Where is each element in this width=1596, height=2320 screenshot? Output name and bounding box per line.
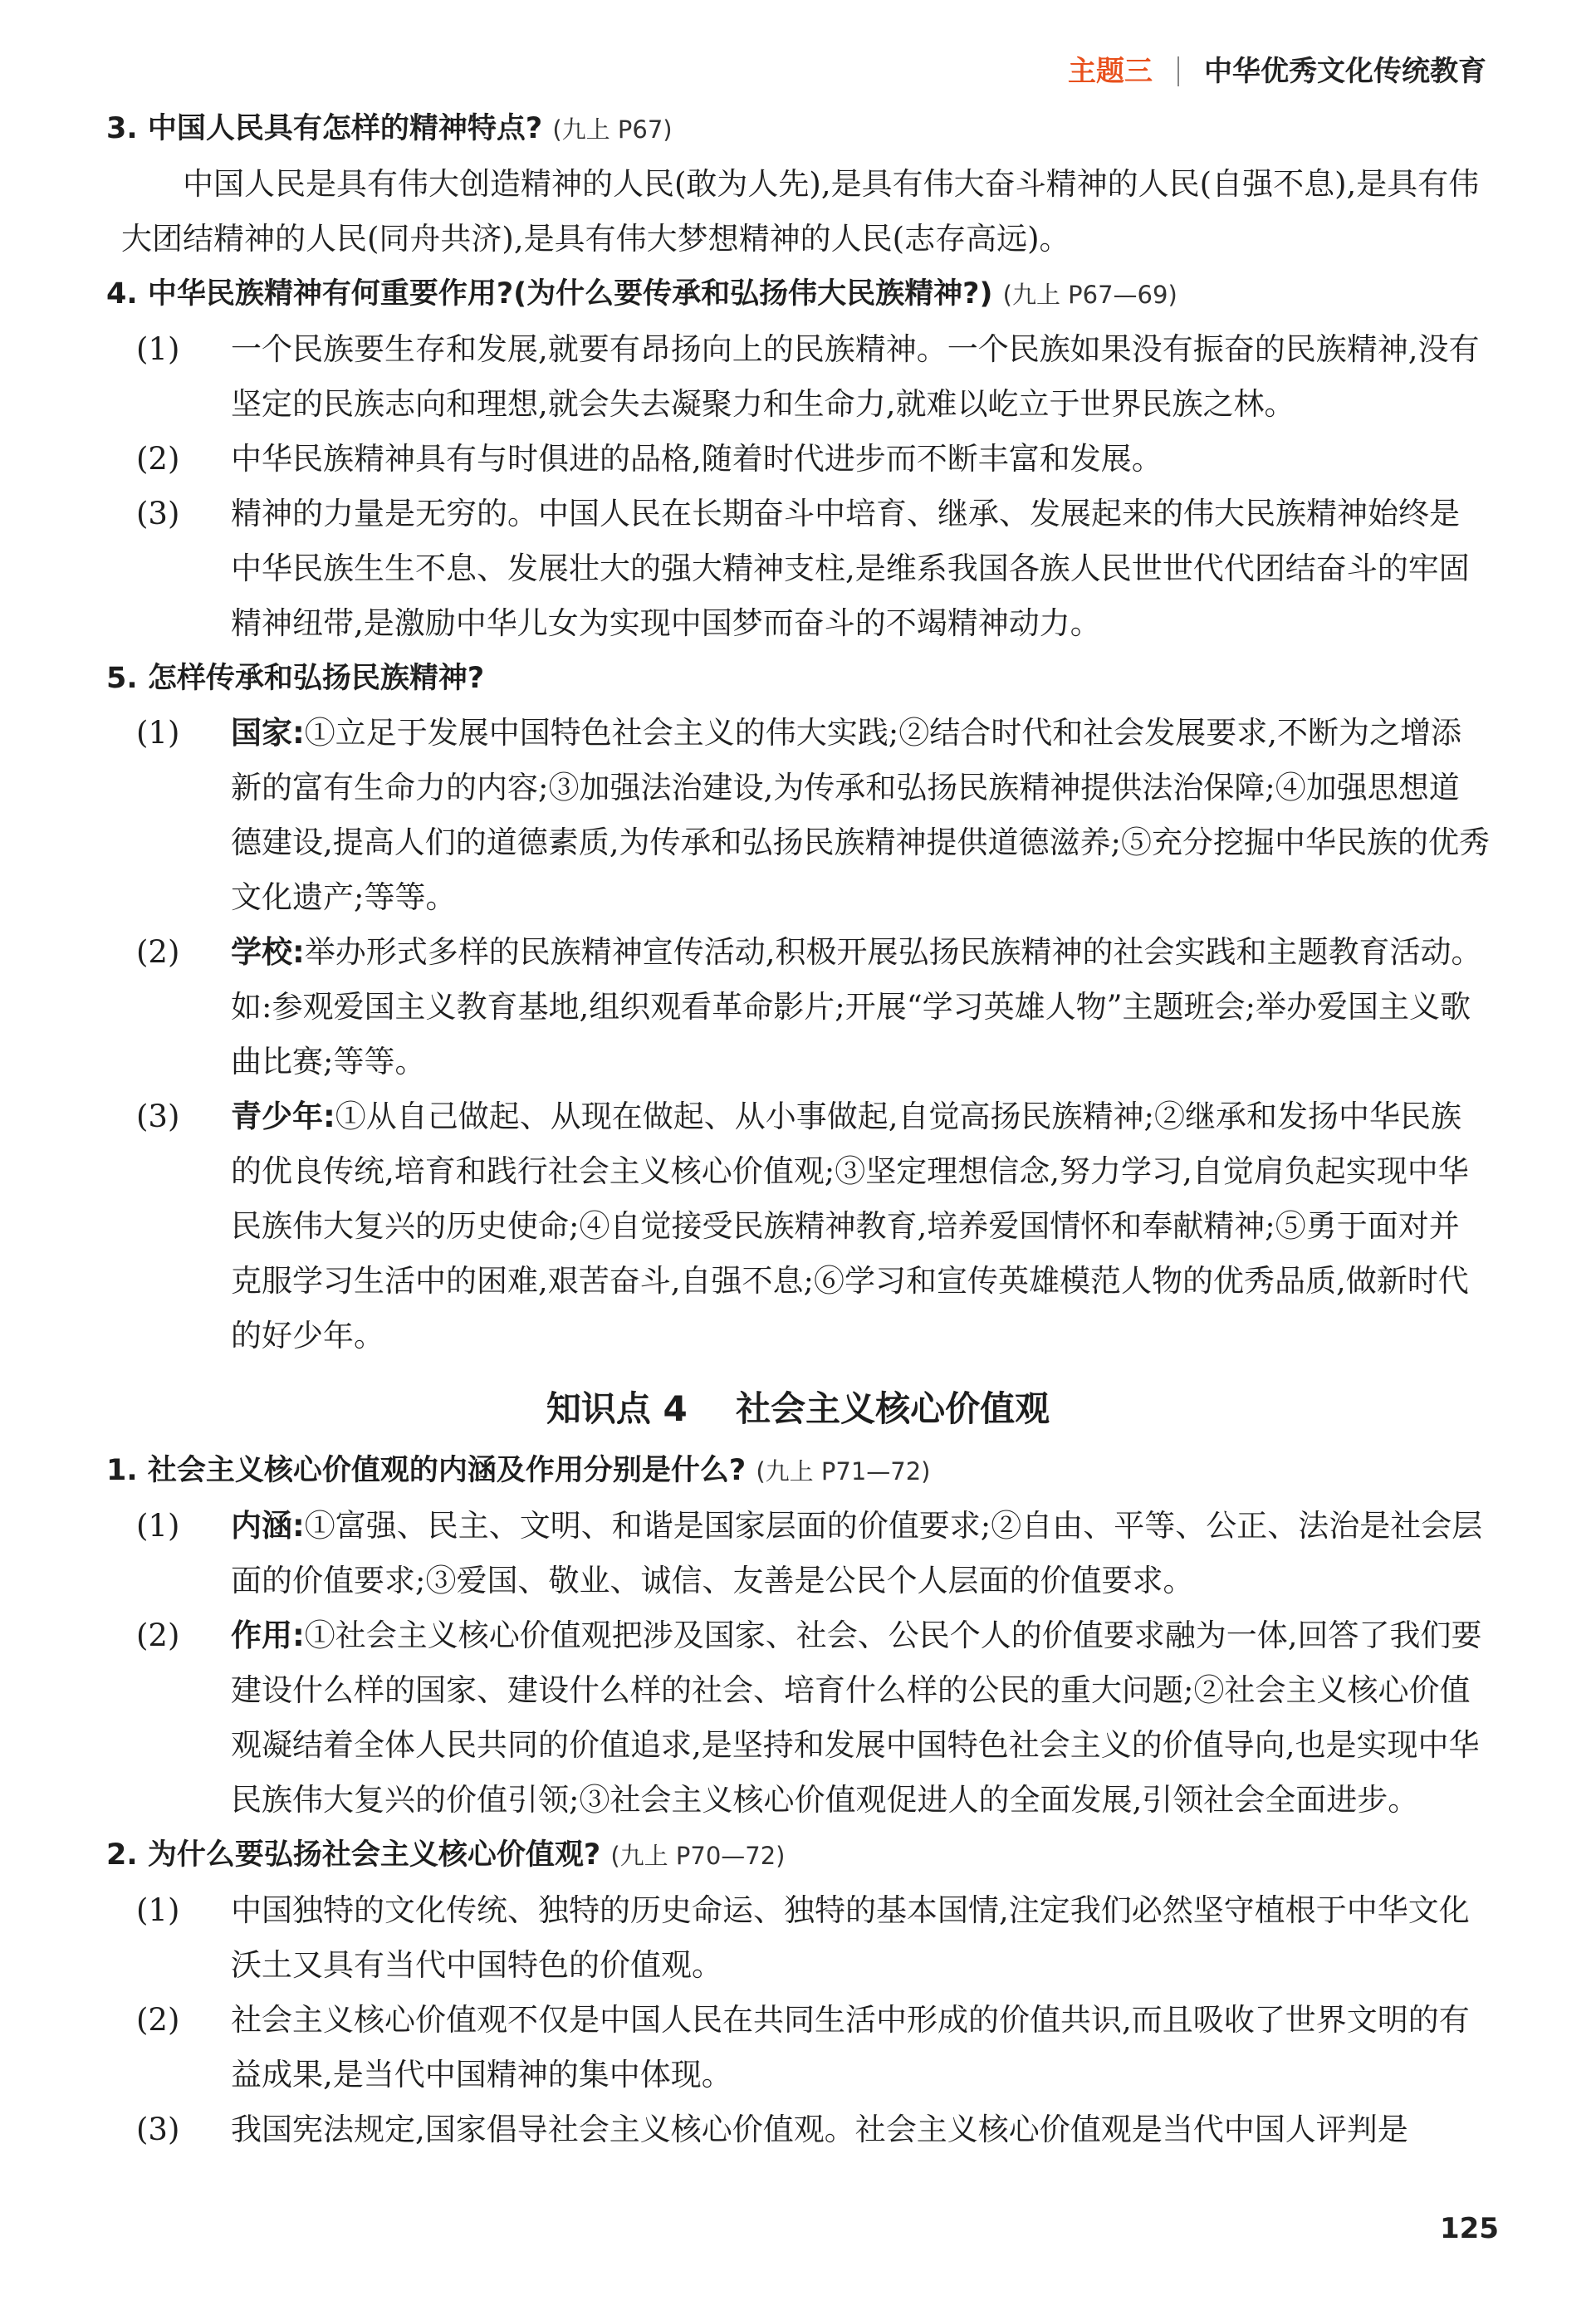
question-5-heading <box>106 651 1490 706</box>
running-header <box>1068 55 1486 88</box>
item-text: 社会主义核心价值观不仅是中国人民在共同生活中形成的价值共识,而且吸收了世界文明的有益成果,是当代中国精神的集中体现。 <box>231 2002 1470 2092</box>
page-number: 125 <box>1440 2212 1499 2245</box>
list-item <box>136 925 1490 1089</box>
list-item <box>136 1993 1490 2102</box>
item-keyword: 青少年: <box>231 1099 335 1134</box>
question-title: 中国人民具有怎样的精神特点? <box>147 112 543 145</box>
page-content <box>106 101 1490 2157</box>
item-text: 中国独特的文化传统、独特的历史命运、独特的基本国情,注定我们必然坚守植根于中华文化沃土又具有当代中国特色的价值观。 <box>231 1892 1470 1983</box>
page-reference: (九上 P71—72) <box>756 1457 931 1485</box>
question-number: 4. <box>106 277 138 311</box>
question-number: 5. <box>106 662 138 695</box>
list-item <box>136 2102 1490 2157</box>
item-keyword: 国家: <box>231 715 305 751</box>
question-title: 怎样传承和弘扬民族精神? <box>147 662 485 695</box>
page-reference: (九上 P70—72) <box>610 1842 786 1870</box>
page-reference: (九上 P67—69) <box>1002 281 1177 309</box>
question-number: 3. <box>106 112 138 145</box>
answer-paragraph: 中国人民是具有伟大创造精神的人民(敢为人先),是具有伟大奋斗精神的人民(自强不息),是具有伟大团结精神的人民(同舟共济),是具有伟大梦想精神的人民(志存高远)。 <box>121 166 1480 257</box>
question-title: 中华民族精神有何重要作用?(为什么要传承和弘扬伟大民族精神?) <box>147 277 993 311</box>
item-number: (1) <box>136 1508 180 1544</box>
item-text: 我国宪法规定,国家倡导社会主义核心价值观。社会主义核心价值观是当代中国人评判是 <box>231 2112 1408 2147</box>
list-item <box>136 1089 1490 1363</box>
item-number: (1) <box>136 1892 180 1928</box>
item-text: ①立足于发展中国特色社会主义的伟大实践;②结合时代和社会发展要求,不断为之增添新的富有生命力的内容;③加强法治建设,为传承和弘扬民族精神提供法治保障;④加强思想道德建设,提高人们的道德素质,为传承和弘扬民族精神提供道德滋养;⑤充分挖掘中华民族的优秀文化遗产;等等。 <box>231 715 1490 915</box>
section-title: 知识点 4 社会主义核心价值观 <box>546 1388 1050 1429</box>
list-item <box>136 487 1490 651</box>
item-keyword: 内涵: <box>231 1508 305 1544</box>
item-number: (1) <box>136 715 180 751</box>
item-number: (3) <box>136 2112 180 2147</box>
list-item <box>136 432 1490 487</box>
item-number: (3) <box>136 496 180 531</box>
list-item <box>136 322 1490 432</box>
item-number: (1) <box>136 331 180 367</box>
item-text: ①富强、民主、文明、和谐是国家层面的价值要求;②自由、平等、公正、法治是社会层面的价值要求;③爱国、敬业、诚信、友善是公民个人层面的价值要求。 <box>231 1508 1483 1598</box>
item-text: ①社会主义核心价值观把涉及国家、社会、公民个人的价值要求融为一体,回答了我们要建设什么样的国家、建设什么样的社会、培育什么样的公民的重大问题;②社会主义核心价值观凝结着全体人民共同的价值追求,是坚持和发展中国特色社会主义的价值导向,也是实现中华民族伟大复兴的价值引领;③社会主义核心价值观促进人的全面发展,引领社会全面进步。 <box>231 1618 1482 1818</box>
item-keyword: 作用: <box>231 1618 305 1653</box>
item-number: (2) <box>136 1618 180 1653</box>
item-text: 举办形式多样的民族精神宣传活动,积极开展弘扬民族精神的社会实践和主题教育活动。如:参观爱国主义教育基地,组织观看革命影片;开展“学习英雄人物”主题班会;举办爱国主义歌曲比赛;等等。 <box>231 934 1482 1079</box>
item-text: 精神的力量是无穷的。中国人民在长期奋斗中培育、继承、发展起来的伟大民族精神始终是中华民族生生不息、发展壮大的强大精神支柱,是维系我国各族人民世世代代团结奋斗的牢固精神纽带,是激励中华儿女为实现中国梦而奋斗的不竭精神动力。 <box>231 496 1470 641</box>
question-3-heading <box>106 101 1490 157</box>
question-number: 1. <box>106 1454 138 1487</box>
header-theme: 主题三 <box>1068 55 1153 88</box>
item-number: (2) <box>136 2002 180 2038</box>
item-number: (3) <box>136 1099 180 1134</box>
list-item <box>136 706 1490 925</box>
question-number: 2. <box>106 1838 138 1872</box>
list-item <box>136 1883 1490 1993</box>
item-number: (2) <box>136 934 180 970</box>
item-text: 一个民族要生存和发展,就要有昂扬向上的民族精神。一个民族如果没有振奋的民族精神,没有坚定的民族志向和理想,就会失去凝聚力和生命力,就难以屹立于世界民族之林。 <box>231 331 1480 422</box>
header-divider <box>1177 56 1179 86</box>
question-4-heading <box>106 267 1490 322</box>
item-number: (2) <box>136 441 180 477</box>
page-reference: (九上 P67) <box>552 115 673 144</box>
question-title: 为什么要弘扬社会主义核心价值观? <box>147 1838 601 1872</box>
section-question-1-heading <box>106 1443 1490 1499</box>
header-title: 中华优秀文化传统教育 <box>1204 55 1486 88</box>
section-question-2-heading <box>106 1828 1490 1883</box>
item-text: ①从自己做起、从现在做起、从小事做起,自觉高扬民族精神;②继承和发扬中华民族的优良传统,培育和践行社会主义核心价值观;③坚定理想信念,努力学习,自觉肩负起实现中华民族伟大复兴的历史使命;④自觉接受民族精神教育,培养爱国情怀和奉献精神;⑤勇于面对并克服学习生活中的困难,艰苦奋斗,自强不息;⑥学习和宣传英雄模范人物的优秀品质,做新时代的好少年。 <box>231 1099 1469 1353</box>
item-text: 中华民族精神具有与时俱进的品格,随着时代进步而不断丰富和发展。 <box>231 441 1163 477</box>
list-item <box>136 1608 1490 1828</box>
item-keyword: 学校: <box>231 934 305 970</box>
list-item <box>136 1499 1490 1608</box>
question-title: 社会主义核心价值观的内涵及作用分别是什么? <box>147 1454 747 1487</box>
